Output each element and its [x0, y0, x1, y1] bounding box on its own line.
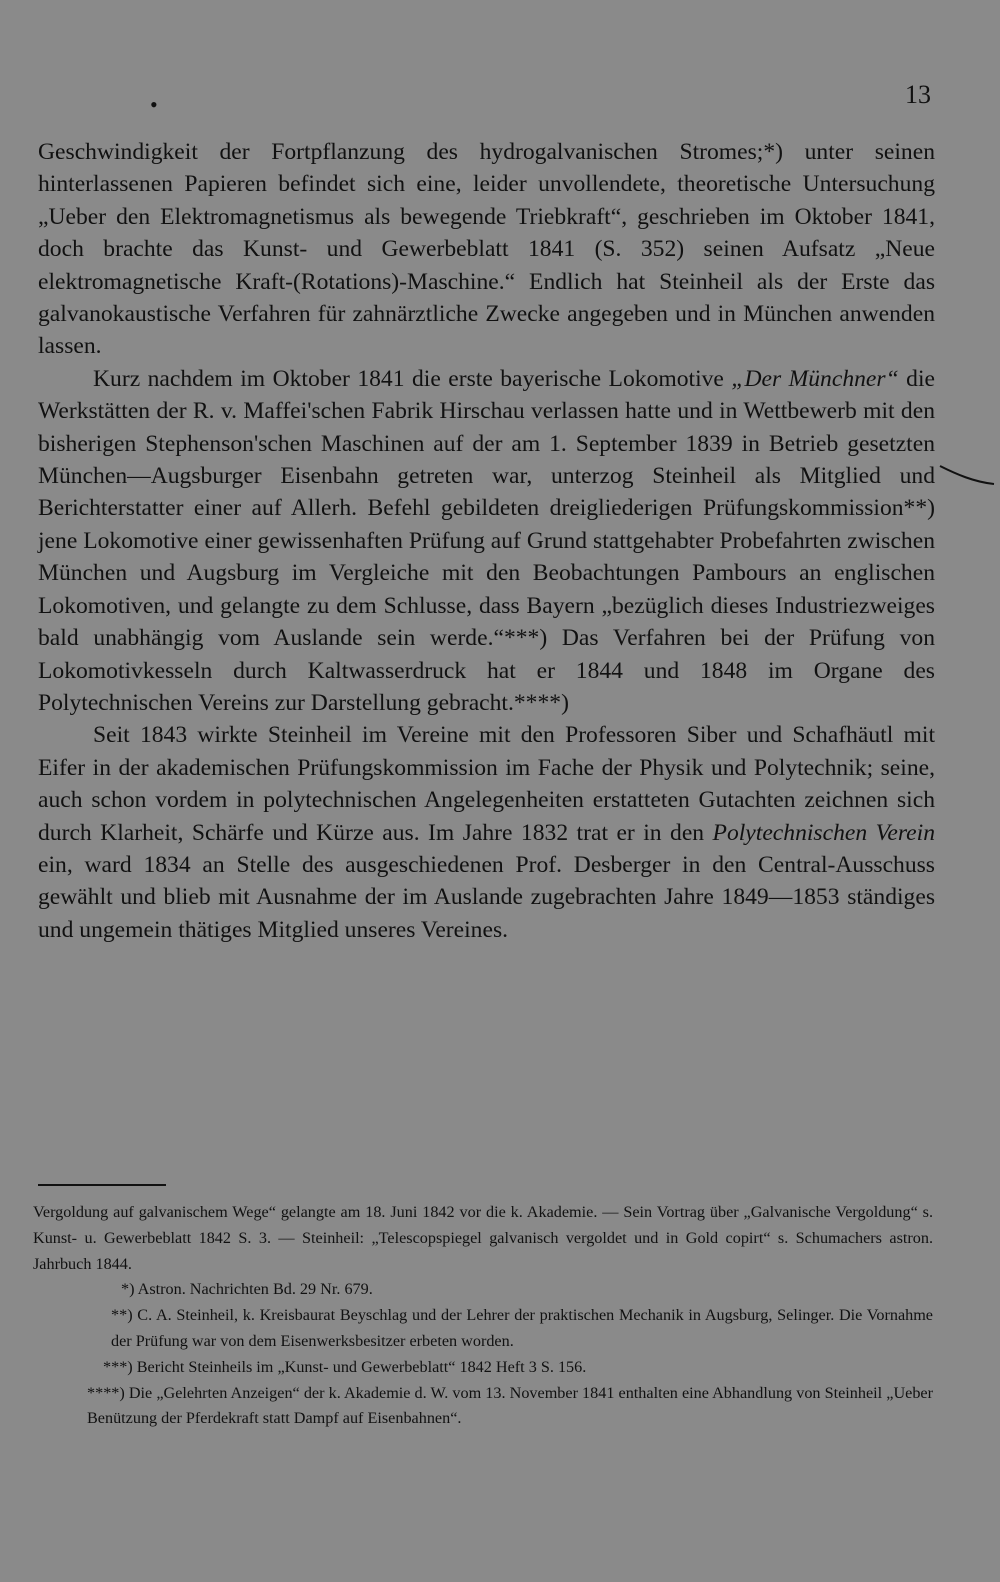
locomotive-name: „Der Münchner“	[731, 365, 899, 392]
paragraph-2-rest: die Werkstätten der R. v. Maffei'schen Fabrik Hirschau verlassen hatte und in Wettbewerb mit den bisherigen Stephenson'schen Maschinen auf der am 1. September 1839 in Betrieb gesetzten München—Augsburger Eisenbahn getreten war, unterzog Steinheil als Mitglied und Berichterstatter einer auf Allerh. Befehl gebildeten dreigliederigen Prüfungskommission**) jene Lokomotive einer gewissenhaften Prüfung auf Grund stattgehabter Probefahrten zwischen München und Augsburg im Vergleiche mit den Beobachtungen Pambours an englischen Lokomotiven, und gelangte zu dem Schlusse, dass Bayern „bezüglich dieses Industriezweiges bald unabhängig vom Auslande sein werde.“***) Das Verfahren bei der Prüfung von Lokomotivkesseln durch Kaltwasserdruck hat er 1844 und 1848 im Organe des Polytechnischen Vereins zur Darstellung gebracht.****)	[38, 365, 935, 716]
paragraph-2	[38, 363, 935, 719]
footnote-continuation: Vergoldung auf galvanischem Wege“ gelangte am 18. Juni 1842 vor die k. Akademie. — Sein Vortrag über „Galvanische Vergoldung“ s. Kunst- u. Gewerbeblatt 1842 S. 3. — Steinheil: „Telescopspiegel galvanisch vergoldet und in Gold copirt“ s. Schumachers astron. Jahrbuch 1844.	[33, 1203, 933, 1273]
paragraph-1: Geschwindigkeit der Fortpflanzung des hydrogalvanischen Stromes;*) unter seinen hinterlassenen Papieren befindet sich eine, leider unvollendete, theoretische Untersuchung „Ueber den Elektromagnetismus als bewegende Triebkraft“, geschrieben im Oktober 1841, doch brachte das Kunst- und Gewerbeblatt 1841 (S. 352) seinen Aufsatz „Neue elektromagnetische Kraft-(Rotations)-Maschine.“ Endlich hat Steinheil als der Erste das galvanokaustische Verfahren für zahnärztliche Zwecke angegeben und in München anwenden lassen.	[38, 139, 935, 360]
society-name: Polytechnischen Verein	[712, 819, 935, 846]
paragraph-3-start: Seit 1843 wirkte Steinheil im Vereine mit den Professoren Siber und Schafhäutl mit Eifer in der akademischen Prüfungskommission im Fache der Physik und Polytechnik; seine, auch schon vordem in polytechnischen Angelegenheiten erstatteten Gutachten zeichnen sich durch Klarheit, Schärfe und Kürze aus. Im Jahre 1832 trat er in den	[38, 722, 935, 846]
footnote-rule	[38, 1184, 166, 1186]
footnote-3: ***) Bericht Steinheils im „Kunst- und Gewerbeblatt“ 1842 Heft 3 S. 156.	[103, 1357, 587, 1376]
paragraph-3	[38, 719, 935, 946]
paragraph-3-rest: ein, ward 1834 an Stelle des ausgeschiedenen Prof. Desberger in den Central-Ausschuss gewählt und blieb mit Ausnahme der im Auslande zugebrachten Jahre 1849—1853 ständiges und ungemein thätiges Mitglied unseres Vereines.	[38, 851, 935, 943]
body-text	[38, 136, 935, 946]
footnote-2: **) C. A. Steinheil, k. Kreisbaurat Beyschlag und der Lehrer der praktischen Mechanik in Augsburg, Selinger. Die Vornahme der Prüfung war von dem Eisenwerksbesitzer erbeten worden.	[111, 1306, 933, 1350]
footnotes	[33, 1200, 933, 1432]
paragraph-2-start: Kurz nachdem im Oktober 1841 die erste bayerische Lokomotive	[93, 365, 732, 392]
page-number: 13	[905, 80, 931, 109]
margin-pen-mark	[938, 458, 996, 488]
footnote-4: ****) Die „Gelehrten Anzeigen“ der k. Akademie d. W. vom 13. November 1841 enthalten eine Abhandlung von Steinheil „Ueber Benützung der Pferdekraft statt Dampf auf Eisenbahnen“.	[87, 1383, 933, 1428]
stray-dot: •	[150, 92, 158, 117]
footnote-1: *) Astron. Nachrichten Bd. 29 Nr. 679.	[121, 1280, 373, 1299]
